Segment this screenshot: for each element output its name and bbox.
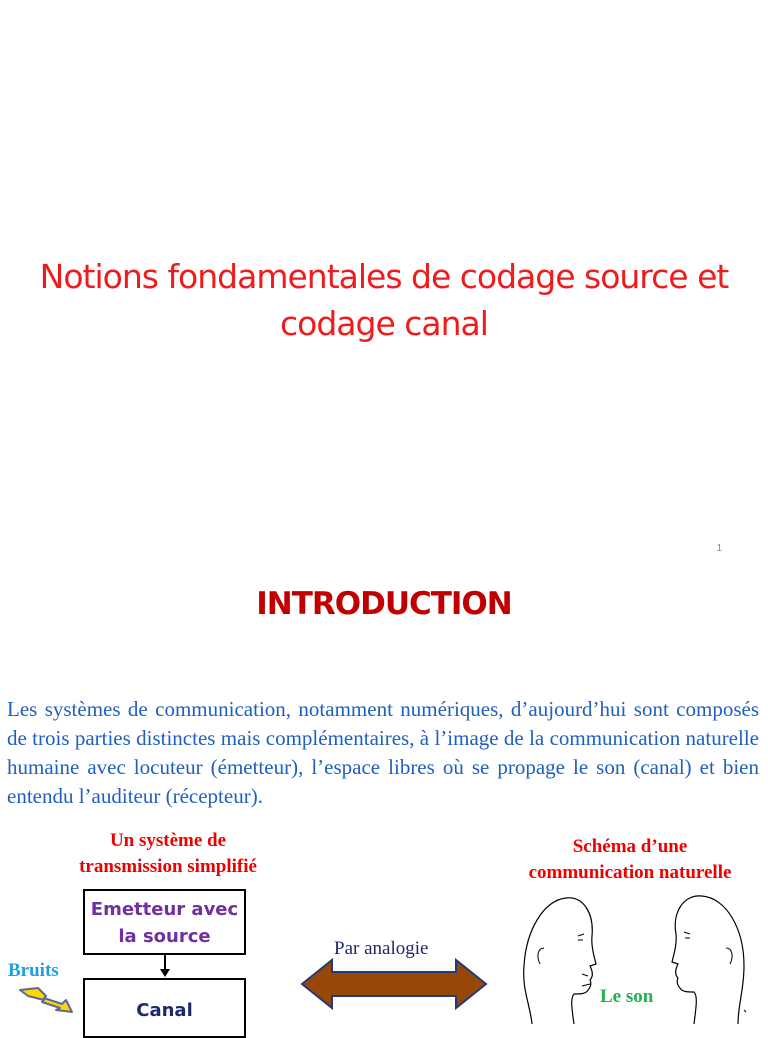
channel-box: Canal [83,978,246,1038]
natural-caption: Schéma d’une communication naturelle [528,836,732,883]
introduction-slide [0,566,768,1024]
section-heading: INTRODUCTION [256,586,512,622]
double-arrow-icon [300,958,488,1010]
sound-label: Le son [600,986,654,1007]
lightning-icon [18,986,74,1016]
system-caption: Un système de transmission simplifié [79,830,257,877]
emitter-box: Emetteur avec la source [83,889,246,955]
down-arrow-icon [158,955,172,979]
noise-label: Bruits [8,960,59,981]
page-number: 1 [716,543,722,554]
head-profile-icon [518,894,598,1024]
slide-title: Notions fondamentales de codage source et codage canal [39,257,729,343]
analogy-label: Par analogie [334,938,429,959]
head-profile-icon [668,892,748,1024]
intro-paragraph: Les systèmes de communication, notamment numériques, d’aujourd’hui sont composés de trois parties distinctes mais complémentaires, à l’image de la communication naturelle humaine avec locuteur (émetteur), l’espace libres où se propage le son (canal) et bien entendu l’auditeur (récepteur). [7,697,759,808]
